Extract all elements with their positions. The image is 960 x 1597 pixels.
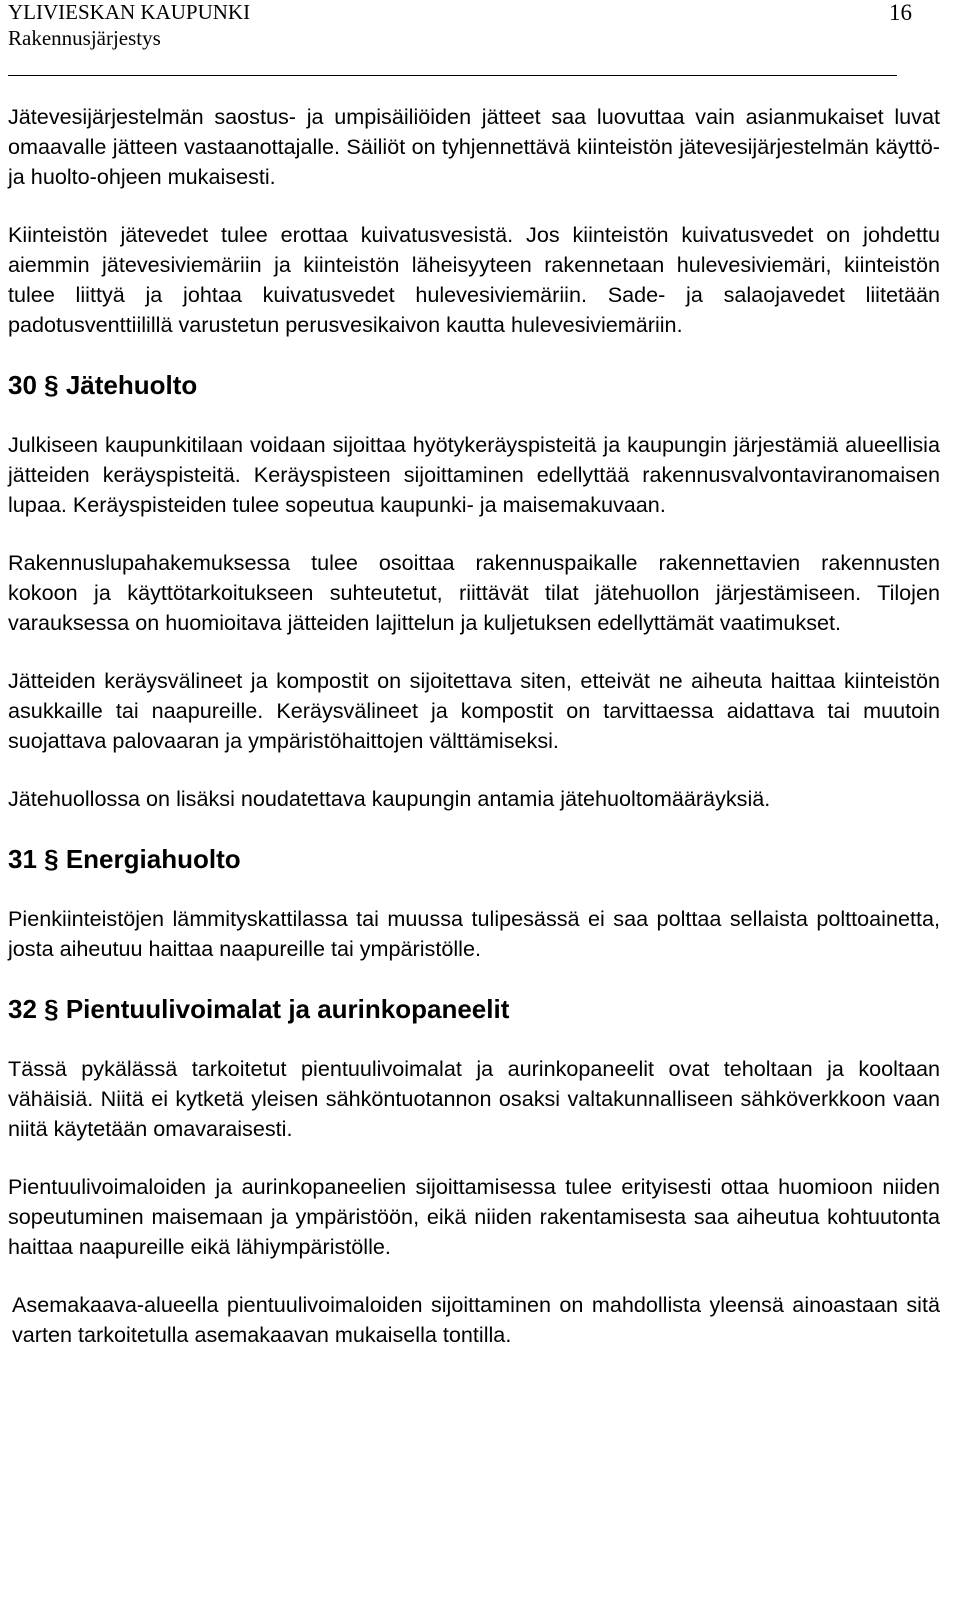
paragraph: Jätehuollossa on lisäksi noudatettava kaupungin antamia jätehuoltomääräyksiä. — [8, 786, 771, 811]
paragraph: Jätevesijärjestelmän saostus- ja umpisäiliöiden jätteet saa luovuttaa vain asianmukaiset luvat omaavalle jätteen vastaanottajalle. Säiliöt on tyhjennettävä kiinteistön jätevesijärjestelmän käyttö- ja huolto-ohjeen mukaisesti. — [8, 104, 940, 189]
paragraph: Pienkiinteistöjen lämmityskattilassa tai muussa tulipesässä ei saa polttaa sellaista polttoainetta, josta aiheutuu haittaa naapureille tai ympäristölle. — [8, 906, 940, 961]
paragraph: Asemakaava-alueella pientuulivoimaloiden sijoittaminen on mahdollista yleensä ainoastaan sitä varten tarkoitetulla asemakaavan mukaisella tontilla. — [12, 1292, 940, 1347]
paragraph: Kiinteistön jätevedet tulee erottaa kuivatusvesistä. Jos kiinteistön kuivatusvedet on johdettu aiemmin jätevesiviemäriin ja kiinteistön läheisyyteen rakennetaan hulevesiviemäri, kiinteistön tulee liittyä ja johtaa kuivatusvedet hulevesiviemäriin. Sade- ja salaojavedet liitetään padotusventtiilillä varustetun perusvesikaivon kautta hulevesiviemäriin. — [8, 222, 940, 337]
section-heading-31: 31 § Energiahuolto — [8, 844, 241, 874]
header-divider — [8, 75, 897, 76]
document-body — [8, 102, 940, 1378]
paragraph: Jätteiden keräysvälineet ja kompostit on sijoitettava siten, etteivät ne aiheuta haittaa kiinteistön asukkaille tai naapureille. Keräysvälineet ja kompostit on tarvittaessa aidattava tai muutoin suojattava palovaaran ja ympäristöhaittojen välttämiseksi. — [8, 668, 940, 753]
paragraph: Rakennuslupahakemuksessa tulee osoittaa rakennuspaikalle rakennettavien rakennusten kokoon ja käyttötarkoitukseen suhteutetut, riittävät tilat jätehuollon järjestämiseen. Tilojen varauksessa on huomioitava jätteiden lajittelun ja kuljetuksen edellyttämät vaatimukset. — [8, 550, 940, 635]
section-heading-30: 30 § Jätehuolto — [8, 370, 198, 400]
section-heading-32: 32 § Pientuulivoimalat ja aurinkopaneelit — [8, 994, 510, 1024]
paragraph: Pientuulivoimaloiden ja aurinkopaneelien sijoittamisessa tulee erityisesti ottaa huomioon niiden sopeutuminen maisemaan ja ympäristöön, eikä niiden rakentamisesta saa aiheutua kohtuutonta haittaa naapureille eikä lähiympäristölle. — [8, 1174, 940, 1259]
paragraph: Julkiseen kaupunkitilaan voidaan sijoittaa hyötykeräyspisteitä ja kaupungin järjestämiä alueellisia jätteiden keräyspisteitä. Keräyspisteen sijoittaminen edellyttää rakennusvalvontaviranomaisen lupaa. Keräyspisteiden tulee sopeutua kaupunki- ja maisemakuvaan. — [8, 432, 940, 517]
header-document-title: Rakennusjärjestys — [8, 26, 161, 50]
header-organization: YLIVIESKAN KAUPUNKI — [8, 0, 251, 24]
paragraph: Tässä pykälässä tarkoitetut pientuulivoimalat ja aurinkopaneelit ovat teholtaan ja kooltaan vähäisiä. Niitä ei kytketä yleisen sähköntuotannon osaksi valtakunnalliseen sähköverkkoon vaan niitä käytetään omavaraisesti. — [8, 1056, 940, 1141]
page-number: 16 — [889, 0, 912, 25]
